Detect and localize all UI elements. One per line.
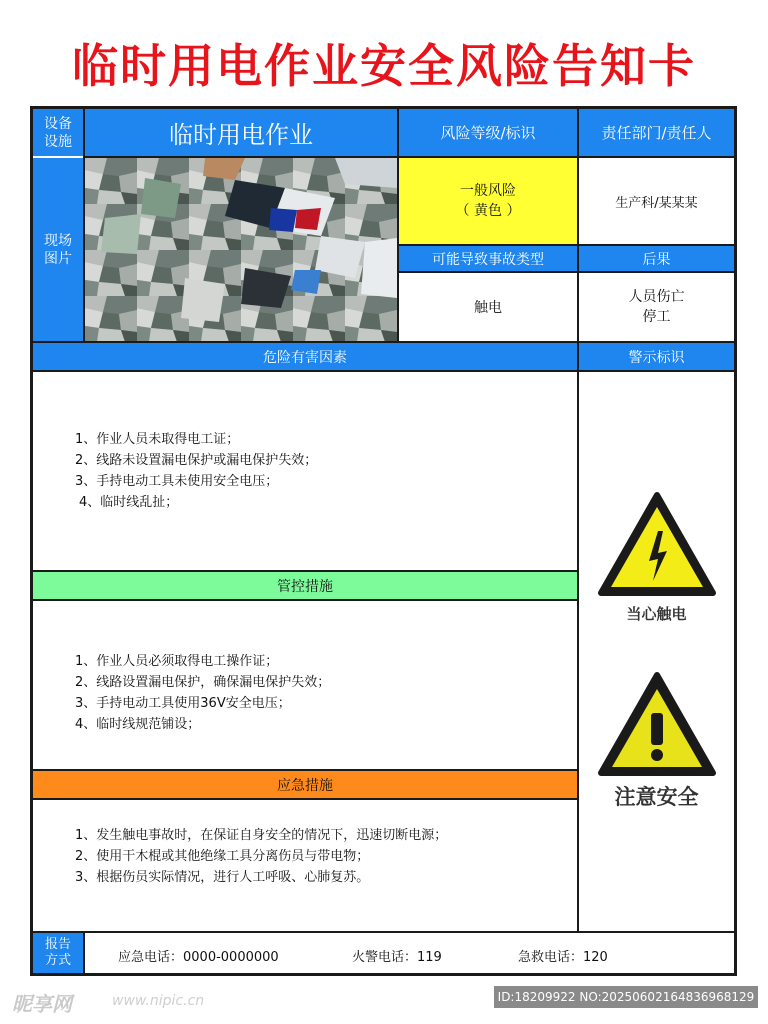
divider: [33, 769, 577, 771]
list-item: 1、作业人员未取得电工证；: [75, 432, 240, 447]
sign1-label: 当心触电: [626, 605, 687, 623]
divider: [33, 341, 734, 343]
controls-list: [75, 651, 330, 735]
emergency-list: [75, 825, 447, 888]
divider: [83, 156, 734, 158]
page-title: 临时用电作业安全风险告知卡: [72, 39, 696, 93]
exclamation-warning-icon: [595, 669, 719, 781]
divider: [577, 109, 579, 931]
list-item: 3、手持电动工具使用36V安全电压；: [75, 696, 291, 711]
divider: [83, 109, 85, 341]
watermark-url: www.nipic.cn: [112, 993, 205, 1009]
list-item: 3、手持电动工具未使用安全电压；: [75, 474, 279, 489]
hazards-list: [75, 429, 317, 513]
high-voltage-icon: [595, 489, 719, 601]
consequence-value: 人员伤亡 停工: [628, 289, 685, 325]
list-item: 1、作业人员必须取得电工操作证；: [75, 654, 279, 669]
list-item: 2、线路未设置漏电保护或漏电保护失效；: [75, 453, 318, 468]
divider: [33, 370, 734, 372]
emergency-header: 应急措施: [33, 771, 577, 798]
device-name: 临时用电作业: [85, 109, 397, 156]
divider: [33, 798, 577, 800]
watermark-id: ID:18209922 NO:20250602164836968129: [494, 986, 758, 1008]
risk-level-header: 风险等级/标识: [399, 109, 577, 156]
risk-card: [30, 106, 737, 976]
list-item: 3、根据伤员实际情况，进行人工呼吸、心肺复苏。: [75, 870, 370, 885]
list-item: 2、使用干木棍或其他绝缘工具分离伤员与带电物；: [75, 849, 370, 864]
consequence-header: 后果: [579, 246, 734, 271]
list-item: 1、发生触电事故时，在保证自身安全的情况下，迅速切断电源；: [75, 828, 448, 843]
divider: [33, 570, 577, 572]
list-item: 2、线路设置漏电保护，确保漏电保护失效；: [75, 675, 331, 690]
divider: [397, 271, 734, 273]
accident-type-value: 触电: [474, 300, 502, 316]
watermark-brand: 昵享网: [12, 992, 72, 1016]
sign2-label: 注意安全: [614, 785, 699, 809]
site-photo-label: 现场 图片: [33, 158, 83, 341]
divider: [33, 599, 577, 601]
emergency-phone: 应急电话：0000-0000000: [118, 950, 279, 965]
ambulance-phone: 急救电话：120: [518, 950, 608, 965]
accident-type-header: 可能导致事故类型: [399, 246, 577, 271]
electric-shock-sign: [595, 489, 719, 601]
site-photo-mosaic: [85, 158, 397, 341]
list-item: 4、临时线乱扯；: [79, 495, 179, 510]
list-item: 4、临时线规范铺设；: [75, 717, 201, 732]
responsible-value: 生产科/某某某: [615, 195, 698, 211]
report-label: 报告 方式: [33, 933, 83, 973]
hazards-header: 危险有害因素: [33, 343, 577, 370]
fire-phone: 火警电话：119: [352, 950, 442, 965]
warning-header: 警示标识: [579, 343, 734, 370]
controls-header: 管控措施: [33, 572, 577, 599]
caution-sign: [595, 669, 719, 781]
device-label: 设备 设施: [33, 109, 83, 156]
divider: [83, 931, 85, 973]
divider: [397, 109, 399, 341]
site-photo: [85, 158, 397, 341]
risk-level-cell: 一般风险 （ 黄色 ）: [399, 158, 577, 244]
divider: [397, 244, 734, 246]
divider: [33, 931, 734, 933]
responsible-header: 责任部门/责任人: [579, 109, 734, 156]
